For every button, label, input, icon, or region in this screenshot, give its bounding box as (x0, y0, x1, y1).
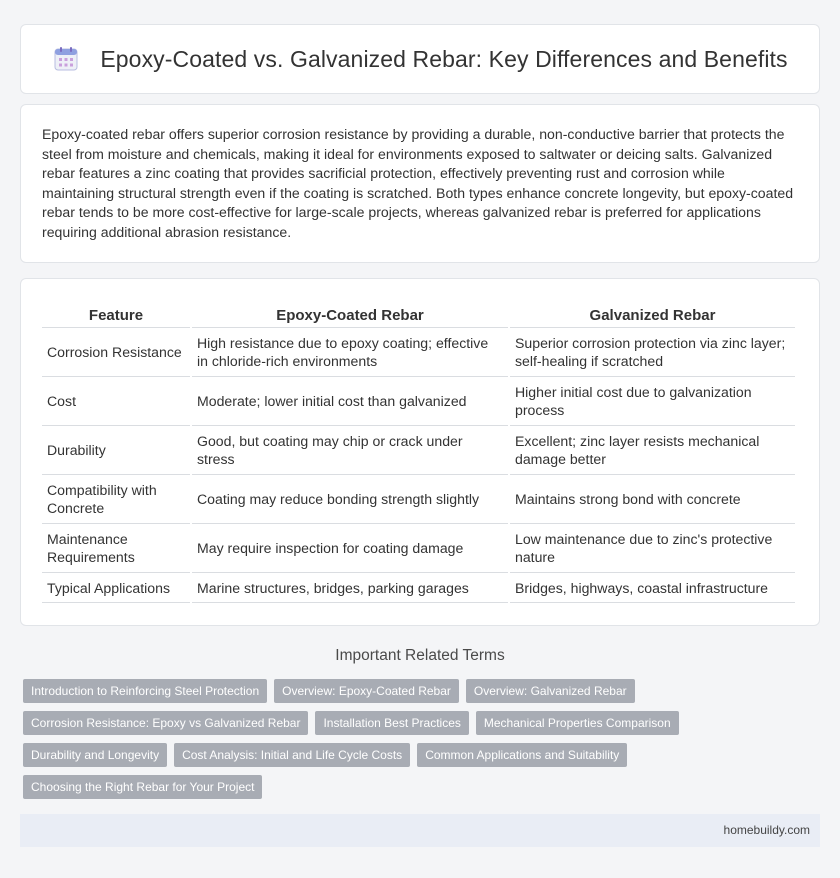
table-cell-feature: Cost (42, 377, 190, 426)
table-cell-epoxy: May require inspection for coating damage (192, 524, 508, 573)
table-cell-galvanized: Maintains strong bond with concrete (510, 475, 795, 524)
table-cell-galvanized: Higher initial cost due to galvanization process (510, 377, 795, 426)
intro-paragraph: Epoxy-coated rebar offers superior corrosion resistance by providing a durable, non-conductive barrier that protects the steel from moisture and chemicals, making it ideal for environments exposed to saltwater or deicing salts. Galvanized rebar features a zinc coating that provides sacrificial protection, effectively preventing rust and corrosion while maintaining structural strength even if the coating is scratched. Both types enhance concrete longevity, but epoxy-coated rebar tends to be more cost-effective for large-scale projects, whereas galvanized rebar is preferred for applications requiring additional abrasion resistance. (42, 126, 794, 240)
table-row (42, 328, 795, 377)
tag-row (23, 679, 813, 703)
table-cell-feature: Durability (42, 426, 190, 475)
page-title: Epoxy-Coated vs. Galvanized Rebar: Key Differences and Benefits (100, 45, 788, 72)
tag-row (23, 743, 813, 767)
table-cell-galvanized: Low maintenance due to zinc's protective nature (510, 524, 795, 573)
related-terms-title: Important Related Terms (335, 647, 505, 664)
table-row (42, 377, 795, 426)
calendar-icon (52, 45, 80, 73)
related-term-tag[interactable]: Overview: Galvanized Rebar (466, 679, 635, 703)
related-terms-list (23, 679, 813, 807)
table-cell-feature: Corrosion Resistance (42, 328, 190, 377)
tag-row (23, 775, 813, 799)
column-header-feature: Feature (42, 303, 190, 328)
comparison-table (40, 303, 797, 603)
table-cell-feature: Compatibility with Concrete (42, 475, 190, 524)
intro-card (20, 104, 820, 263)
table-cell-epoxy: Marine structures, bridges, parking garages (192, 573, 508, 603)
comparison-table-card (20, 278, 820, 626)
table-cell-feature: Maintenance Requirements (42, 524, 190, 573)
table-cell-galvanized: Bridges, highways, coastal infrastructure (510, 573, 795, 603)
table-header-row (42, 303, 795, 328)
related-term-tag[interactable]: Introduction to Reinforcing Steel Protection (23, 679, 267, 703)
table-cell-feature: Typical Applications (42, 573, 190, 603)
table-row (42, 475, 795, 524)
header-card (20, 24, 820, 94)
table-row (42, 573, 795, 603)
table-row (42, 524, 795, 573)
related-term-tag[interactable]: Mechanical Properties Comparison (476, 711, 679, 735)
related-term-tag[interactable]: Choosing the Right Rebar for Your Project (23, 775, 262, 799)
related-term-tag[interactable]: Common Applications and Suitability (417, 743, 627, 767)
table-cell-galvanized: Superior corrosion protection via zinc layer; self-healing if scratched (510, 328, 795, 377)
column-header-epoxy: Epoxy-Coated Rebar (192, 303, 508, 328)
related-term-tag[interactable]: Installation Best Practices (315, 711, 468, 735)
related-term-tag[interactable]: Cost Analysis: Initial and Life Cycle Costs (174, 743, 410, 767)
footer (20, 814, 820, 847)
related-term-tag[interactable]: Overview: Epoxy-Coated Rebar (274, 679, 459, 703)
table-cell-epoxy: Coating may reduce bonding strength slightly (192, 475, 508, 524)
tag-row (23, 711, 813, 735)
related-term-tag[interactable]: Corrosion Resistance: Epoxy vs Galvanized Rebar (23, 711, 308, 735)
footer-site-link[interactable]: homebuildy.com (723, 823, 810, 837)
table-cell-epoxy: High resistance due to epoxy coating; effective in chloride-rich environments (192, 328, 508, 377)
table-cell-galvanized: Excellent; zinc layer resists mechanical damage better (510, 426, 795, 475)
table-row (42, 426, 795, 475)
column-header-galvanized: Galvanized Rebar (510, 303, 795, 328)
table-cell-epoxy: Moderate; lower initial cost than galvanized (192, 377, 508, 426)
table-cell-epoxy: Good, but coating may chip or crack under stress (192, 426, 508, 475)
related-term-tag[interactable]: Durability and Longevity (23, 743, 167, 767)
